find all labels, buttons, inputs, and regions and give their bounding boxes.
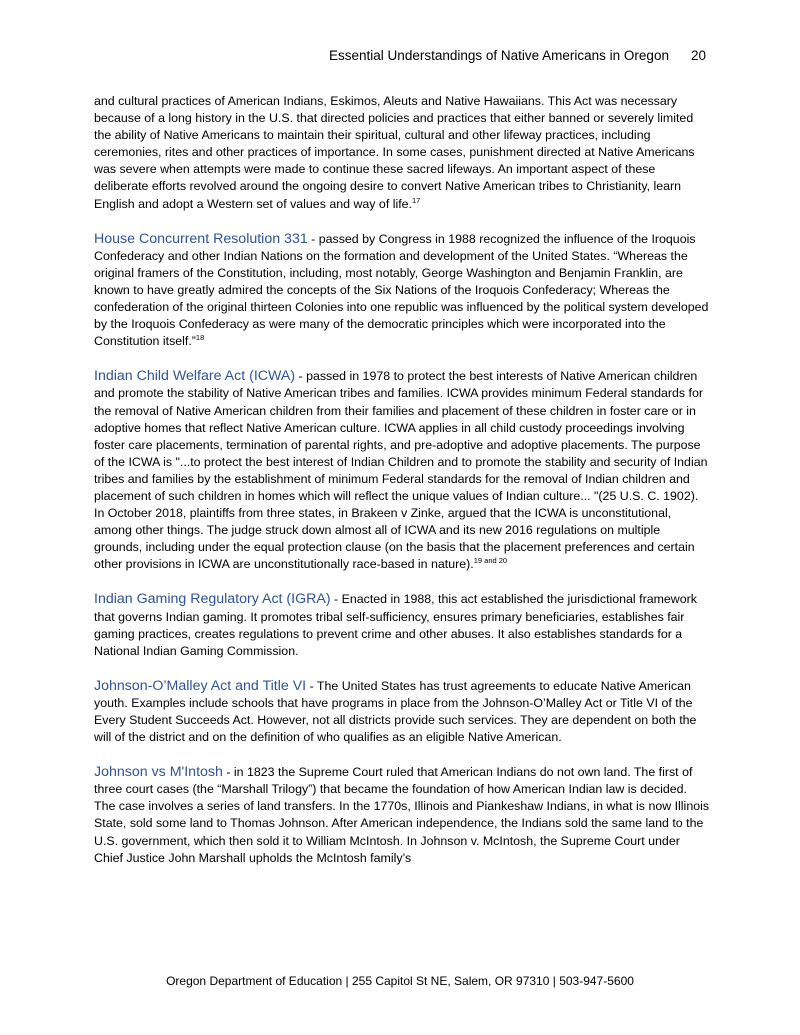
- paragraph-text: - in 1823 the Supreme Court ruled that American Indians do not own land. The first of three court cases (the “Marshall Trilogy”) that became the foundation of how American Indian law is decided. The case involves a series of land transfers. In the 1770s, Illinois and Piankeshaw Indians, in what is now Illinois State, sold some land to Thomas Johnson. After American independence, the Indians sold the same land to the U.S. government, which then sold it to William McIntosh. In Johnson v. McIntosh, the Supreme Court under Chief Justice John Marshall upholds the McIntosh family’s: [94, 765, 710, 865]
- term-heading: Indian Child Welfare Act (ICWA): [94, 368, 296, 385]
- footnote-ref: 19 and 20: [473, 556, 508, 566]
- paragraph-johnson-omalley: [94, 678, 710, 746]
- paragraph-johnson-vs-mintosh: [94, 764, 710, 867]
- footnote-ref: 17: [412, 195, 421, 205]
- page-header: [329, 48, 706, 63]
- paragraph-hcr-331: [94, 231, 710, 351]
- paragraph-text: - passed by Congress in 1988 recognized the influence of the Iroquois Confederacy and other Indian Nations on the formation and development of the United States. “Whereas the original framers of the Constitution, including, most notably, George Washington and Benjamin Franklin, are known to have greatly admired the concepts of the Six Nations of the Iroquois Confederacy; Whereas the confederation of the original thirteen Colonies into one republic was influenced by the political system developed by the Iroquois Confederacy as were many of the democratic principles which were incorporated into the Constitution itself.”: [94, 231, 709, 349]
- page-footer: Oregon Department of Education | 255 Capitol St NE, Salem, OR 97310 | 503-947-5600: [166, 974, 634, 988]
- footnote-ref: 18: [195, 333, 205, 343]
- term-heading: Indian Gaming Regulatory Act (IGRA): [94, 591, 331, 608]
- document-body: [94, 93, 710, 885]
- paragraph-religious-freedom-continuation: [94, 93, 710, 213]
- page-number: 20: [690, 48, 706, 63]
- paragraph-icwa: [94, 368, 710, 573]
- term-heading: Johnson vs M'Intosh: [94, 764, 223, 781]
- paragraph-text: - passed in 1978 to protect the best interests of Native American children and promote the stability of Native American tribes and families. ICWA provides minimum Federal standards for the removal of Native American children from their families and placement of these children in foster care or in adoptive homes that reflect Native American culture. ICWA applies in all child custody proceedings involving foster care placements, termination of parental rights, and pre-adoptive and adoptive placements. The purpose of the ICWA is "...to protect the best interest of Indian Children and to promote the stability and security of Indian tribes and families by the establishment of minimum Federal standards for the removal of Indian children and placement of such children in homes which will reflect the unique values of Indian culture... "(25 U.S. C. 1902). In October 2018, plaintiffs from three states, in Brakeen v Zinke, argued that the ICWA is unconstitutional, among other things. The judge struck down almost all of ICWA and its new 2016 regulations on multiple grounds, including under the equal protection clause (on the basis that the placement preferences and certain other provisions in ICWA are unconstitutionally race-based in nature).: [94, 369, 708, 572]
- document-title: Essential Understandings of Native Americans in Oregon: [329, 48, 669, 63]
- paragraph-text: - The United States has trust agreements to educate Native American youth. Examples include schools that have programs in place from the Johnson-O’Malley Act or Title VI of the Every Student Succeeds Act. However, not all districts provide such services. They are dependent on both the will of the district and on the definition of who qualifies as an eligible Native American.: [94, 678, 697, 745]
- paragraph-text: and cultural practices of American Indians, Eskimos, Aleuts and Native Hawaiians. This Act was necessary because of a long history in the U.S. that directed policies and practices that either banned or severely limited the ability of Native Americans to maintain their spiritual, cultural and other lifeway practices, including ceremonies, rites and other practices of importance. In some cases, punishment directed at Native Americans was severe when attempts were made to continue these sacred lifeways. An important aspect of these deliberate efforts revolved around the ongoing desire to convert Native American tribes to Christianity, learn English and adopt a Western set of values and way of life.: [94, 94, 695, 211]
- paragraph-igra: [94, 591, 710, 659]
- term-heading: Johnson-O’Malley Act and Title VI: [94, 677, 307, 694]
- paragraph-text: - Enacted in 1988, this act established the jurisdictional framework that governs Indian gaming. It promotes tribal self-sufficiency, ensures primary beneficiaries, establishes fair gaming practices, creates regulations to prevent crime and other abuses. It also establishes standards for a National Indian Gaming Commission.: [94, 592, 697, 658]
- term-heading: House Concurrent Resolution 331: [94, 230, 308, 247]
